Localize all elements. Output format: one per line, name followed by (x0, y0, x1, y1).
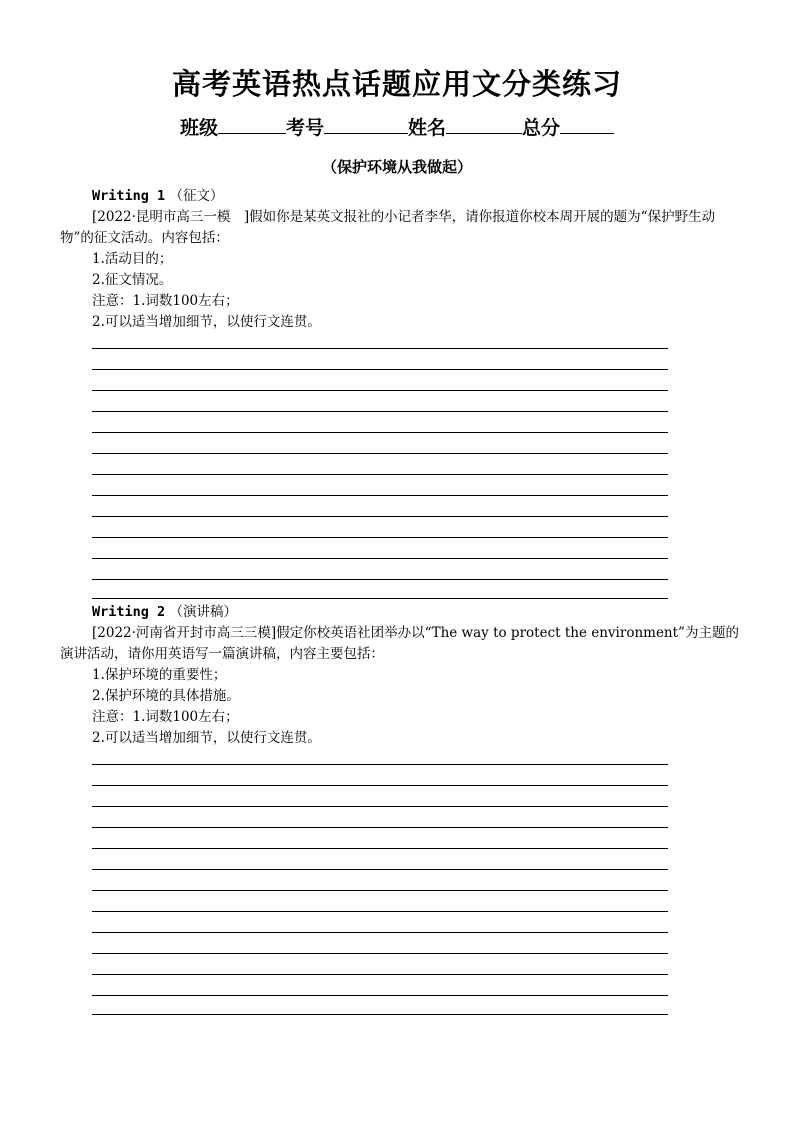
writing-1-section (60, 186, 740, 333)
answer-line[interactable] (92, 911, 668, 912)
answer-line[interactable] (92, 953, 668, 954)
writing-2-heading (60, 602, 740, 623)
writing-1-type: （征文） (169, 188, 224, 204)
writing-2-item: 2.可以适当增加细节，以使行文连贯。 (92, 730, 321, 746)
answer-line[interactable] (92, 598, 668, 599)
answer-line[interactable] (92, 932, 668, 933)
writing-2-item: 注意：1.词数100左右； (92, 709, 239, 725)
writing-1-heading (60, 186, 740, 207)
writing-2-type: （演讲稿） (169, 604, 237, 620)
score-label: 总分 (522, 117, 561, 139)
class-label: 班级 (179, 117, 218, 139)
writing-1-item: 2.征文情况。 (92, 272, 173, 288)
answer-line[interactable] (92, 369, 668, 370)
answer-line[interactable] (92, 453, 668, 454)
answer-line[interactable] (92, 474, 668, 475)
writing-1-prompt: [2022·昆明市高三一模 ]假如你是某英文报社的小记者李华，请你报道你校本周开展的题为“保护野生动物”的征文活动。内容包括： (60, 209, 716, 246)
writing-1-item: 2.可以适当增加细节，以使行文连贯。 (92, 314, 321, 330)
answer-line[interactable] (92, 764, 668, 765)
answer-line[interactable] (92, 558, 668, 559)
answer-line[interactable] (92, 890, 668, 891)
answer-line[interactable] (92, 848, 668, 849)
answer-line[interactable] (92, 537, 668, 538)
writing-2-item: 2.保护环境的具体措施。 (92, 688, 240, 704)
answer-line[interactable] (92, 806, 668, 807)
student-info-row (0, 113, 794, 140)
writing-2-prompt: [2022·河南省开封市高三三模]假定你校英语社团举办以“The way to protect the environment”为主题的演讲活动，请你用英语写一篇演讲稿，内容主要包括： (60, 625, 739, 662)
writing-1-item: 注意：1.词数100左右； (92, 293, 239, 309)
answer-line[interactable] (92, 432, 668, 433)
name-blank[interactable] (446, 115, 522, 134)
writing-1-title: Writing 1 (92, 188, 166, 204)
answer-line[interactable] (92, 390, 668, 391)
answer-line[interactable] (92, 495, 668, 496)
answer-line[interactable] (92, 348, 668, 349)
answer-line[interactable] (92, 1014, 668, 1015)
writing-1-item: 1.活动目的； (92, 251, 173, 267)
topic-subtitle: （保护环境从我做起） (321, 158, 472, 176)
answer-line[interactable] (92, 579, 668, 580)
exam-no-label: 考号 (285, 117, 324, 139)
page-title: 高考英语热点话题应用文分类练习 (171, 67, 622, 101)
score-blank[interactable] (560, 115, 614, 134)
class-blank[interactable] (218, 115, 286, 134)
writing-2-section (60, 602, 740, 749)
answer-line[interactable] (92, 785, 668, 786)
answer-line[interactable] (92, 995, 668, 996)
answer-line[interactable] (92, 974, 668, 975)
answer-line[interactable] (92, 411, 668, 412)
answer-line[interactable] (92, 827, 668, 828)
answer-line[interactable] (92, 516, 668, 517)
exam-no-blank[interactable] (324, 115, 408, 134)
writing-2-item: 1.保护环境的重要性； (92, 667, 227, 683)
writing-2-title: Writing 2 (92, 604, 166, 620)
name-label: 姓名 (408, 117, 447, 139)
answer-line[interactable] (92, 869, 668, 870)
